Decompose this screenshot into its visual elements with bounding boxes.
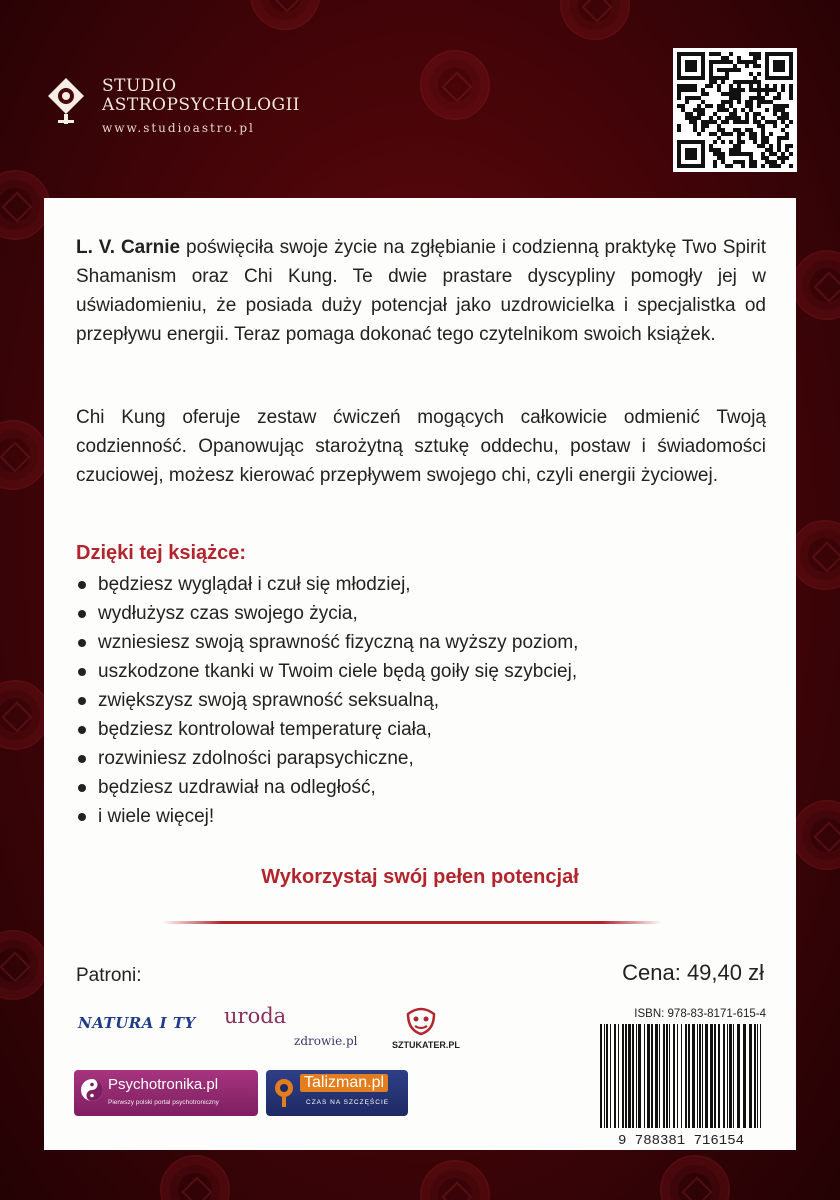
barcode bbox=[596, 1024, 766, 1150]
pattern-medallion bbox=[160, 1155, 230, 1200]
sztukater-mask-icon bbox=[404, 1006, 438, 1036]
patron-logo-uroda[interactable]: uroda bbox=[224, 1004, 287, 1028]
list-item: będziesz uzdrawiał na odległość, bbox=[76, 773, 578, 802]
author-bio-text: poświęciła swoje życie na zgłębianie i codzienną praktykę Two Spirit Shamanism oraz Chi Kung. Te dwie prastare dyscypliny pomogły jej w uświadomieniu, że posiada duży potencjał jako uzdrowicielka i specjalistka od przepływu energii. Teraz pomaga dokonać tego czytelnikom swoich książek. bbox=[76, 237, 766, 345]
price: Cena: 49,40 zł bbox=[622, 960, 764, 985]
talizman-subtitle: CZAS NA SZCZĘŚCIE bbox=[306, 1099, 390, 1106]
pattern-medallion bbox=[790, 520, 840, 590]
pattern-medallion bbox=[0, 930, 48, 1000]
astro-emblem-icon bbox=[44, 76, 88, 132]
publisher-name-line1: STUDIO bbox=[102, 76, 177, 96]
pattern-medallion bbox=[250, 0, 320, 30]
patron-logo-psychotronika[interactable] bbox=[74, 1070, 258, 1116]
yin-yang-icon bbox=[80, 1078, 104, 1102]
benefits-heading: Dzięki tej książce: bbox=[76, 542, 247, 564]
divider bbox=[162, 921, 662, 924]
list-item: wydłużysz czas swojego życia, bbox=[76, 599, 578, 628]
barcode-digits: 9 788381 716154 bbox=[617, 1133, 745, 1149]
publisher-name-line2: ASTROPSYCHOLOGII bbox=[102, 95, 301, 115]
pattern-medallion bbox=[420, 50, 490, 120]
list-item: zwiększysz swoją sprawność seksualną, bbox=[76, 686, 578, 715]
pattern-medallion bbox=[560, 0, 630, 40]
author-bio bbox=[76, 233, 766, 349]
isbn: ISBN: 978-83-8171-615-4 bbox=[634, 1008, 766, 1020]
pattern-medallion bbox=[0, 680, 50, 750]
talizman-title: Talizman.pl bbox=[300, 1074, 388, 1092]
publisher-name bbox=[102, 77, 300, 115]
pattern-medallion bbox=[792, 250, 840, 320]
description-panel bbox=[44, 198, 796, 1150]
list-item: uszkodzone tkanki w Twoim ciele będą goiły się szybciej, bbox=[76, 657, 578, 686]
list-item: wzniesiesz swoją sprawność fizyczną na wyższy poziom, bbox=[76, 628, 578, 657]
patrons-label: Patroni: bbox=[76, 965, 142, 986]
list-item: będziesz kontrolował temperaturę ciała, bbox=[76, 715, 578, 744]
list-item: będziesz wyglądał i czuł się młodziej, bbox=[76, 570, 578, 599]
list-item: i wiele więcej! bbox=[76, 802, 578, 831]
psychotronika-subtitle: Pierwszy polski portal psychotroniczny bbox=[108, 1099, 219, 1106]
patron-logo-natura[interactable]: NATURA I TY bbox=[78, 1014, 196, 1032]
patron-logo-zdrowie[interactable]: zdrowie.pl bbox=[294, 1034, 358, 1048]
author-name: L. V. Carnie bbox=[76, 237, 181, 258]
list-item: rozwiniesz zdolności parapsychiczne, bbox=[76, 744, 578, 773]
publisher-url[interactable]: www.studioastro.pl bbox=[102, 121, 255, 135]
patron-logo-sztukater[interactable]: SZTUKATER.PL bbox=[392, 1040, 460, 1050]
tagline: Wykorzystaj swój pełen potencjał bbox=[261, 866, 579, 888]
patron-logo-talizman[interactable] bbox=[266, 1070, 408, 1116]
pattern-medallion bbox=[660, 1155, 730, 1200]
book-summary: Chi Kung oferuje zestaw ćwiczeń mogących całkowicie odmienić Twoją codzienność. Opanowując starożytną sztukę oddechu, postaw i świadomości czuciowej, możesz kierować przepływem swojego chi, czyli energii życiowej. bbox=[76, 407, 766, 486]
qr-code-icon bbox=[673, 48, 797, 172]
pattern-medallion bbox=[420, 1160, 490, 1200]
pattern-medallion bbox=[0, 170, 50, 240]
pattern-medallion bbox=[0, 420, 48, 490]
amulet-icon bbox=[272, 1076, 296, 1110]
psychotronika-title: Psychotronika.pl bbox=[108, 1076, 219, 1093]
pattern-medallion bbox=[792, 800, 840, 870]
benefits-list bbox=[76, 570, 578, 831]
